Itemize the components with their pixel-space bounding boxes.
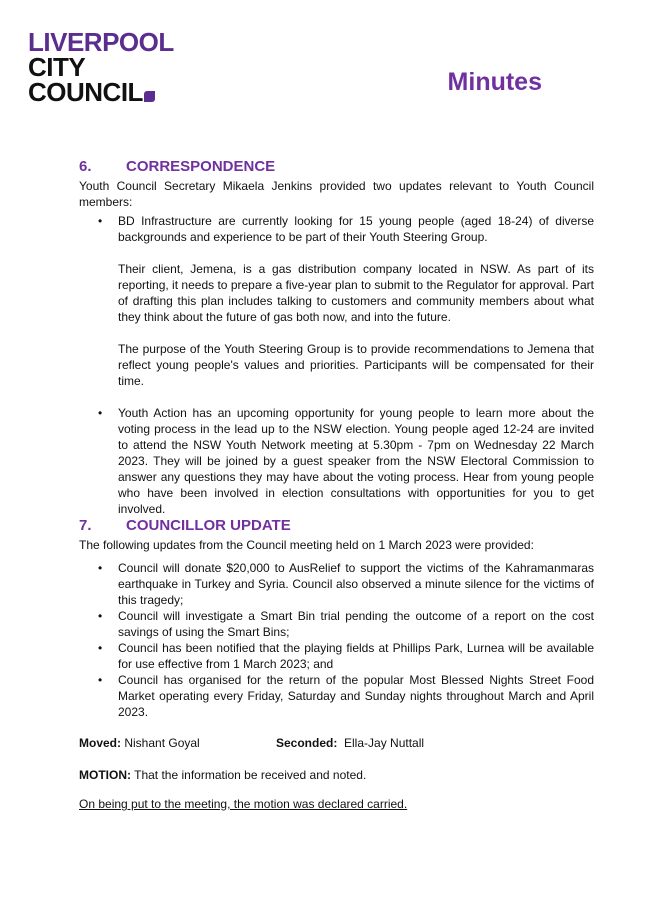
list-item-text: BD Infrastructure are currently looking for 15 young people (aged 18-24) of diverse backgrounds and experience to be part of their Youth Steering Group. bbox=[118, 214, 594, 244]
section-correspondence bbox=[79, 158, 594, 517]
list-item bbox=[79, 560, 594, 608]
section-heading bbox=[79, 517, 594, 535]
bullet-icon: • bbox=[98, 561, 103, 575]
section-heading bbox=[79, 158, 594, 176]
list-item-text: Council has been notified that the playing fields at Phillips Park, Lurnea will be available for use effective from 1 March 2023; and bbox=[118, 641, 594, 671]
logo-line-3 bbox=[28, 77, 174, 107]
logo-line-2: CITY bbox=[28, 52, 86, 82]
council-logo bbox=[28, 27, 174, 107]
seconded-line bbox=[276, 736, 424, 750]
bullet-icon: • bbox=[98, 609, 103, 623]
bullet-icon: • bbox=[98, 641, 103, 655]
list-item bbox=[79, 405, 594, 517]
motion-label: MOTION: bbox=[79, 768, 131, 782]
list-item-text: Council will investigate a Smart Bin trial pending the outcome of a report on the cost savings of using the Smart Bins; bbox=[118, 609, 594, 639]
paragraph: Their client, Jemena, is a gas distribution company located in NSW. As part of its reporting, it needs to prepare a five-year plan to submit to the Regulator for approval. Part of drafting this plan includes talking to customers and community members about what they think about the future of gas both now, and into the future. bbox=[118, 262, 594, 324]
logo-mark-icon bbox=[144, 91, 155, 102]
list-item bbox=[79, 608, 594, 640]
motion-line bbox=[79, 768, 366, 782]
section-intro: The following updates from the Council meeting held on 1 March 2023 were provided: bbox=[79, 538, 534, 552]
paragraph: The purpose of the Youth Steering Group is to provide recommendations to Jemena that reflect young people's values and priorities. Participants will be compensated for their time. bbox=[118, 342, 594, 388]
seconded-label: Seconded: bbox=[276, 736, 338, 750]
section-councillor-update bbox=[79, 517, 594, 720]
motion-result: On being put to the meeting, the motion was declared carried. bbox=[79, 797, 408, 811]
list-item bbox=[79, 213, 594, 245]
section-title: CORRESPONDENCE bbox=[126, 158, 276, 175]
bullet-list bbox=[79, 405, 594, 517]
bullet-list bbox=[79, 213, 594, 245]
list-item-text: Council will donate $20,000 to AusRelief to support the victims of the Kahramanmaras earthquake in Turkey and Syria. Council also observed a minute silence for the victims of this tragedy; bbox=[118, 561, 594, 607]
moved-label: Moved: bbox=[79, 736, 121, 750]
motion-text: That the information be received and noted. bbox=[134, 768, 367, 782]
section-number: 7. bbox=[79, 517, 92, 534]
moved-value: Nishant Goyal bbox=[124, 736, 200, 750]
seconded-value: Ella-Jay Nuttall bbox=[344, 736, 425, 750]
list-item bbox=[79, 672, 594, 720]
section-title: COUNCILLOR UPDATE bbox=[126, 517, 291, 534]
bullet-icon: • bbox=[98, 214, 103, 228]
moved-line bbox=[79, 736, 200, 750]
list-item-text: Council has organised for the return of the popular Most Blessed Nights Street Food Market operating every Friday, Saturday and Sunday nights throughout March and April 2023. bbox=[118, 673, 594, 719]
bullet-icon: • bbox=[98, 406, 103, 420]
bullet-icon: • bbox=[98, 673, 103, 687]
bullet-list bbox=[79, 560, 594, 720]
logo-line-1: LIVERPOOL bbox=[28, 27, 174, 57]
list-item bbox=[79, 640, 594, 672]
logo-line-3-text: COUNCIL bbox=[28, 77, 143, 107]
section-number: 6. bbox=[79, 158, 92, 175]
list-item-text: Youth Action has an upcoming opportunity for young people to learn more about the voting process in the lead up to the NSW election. Young people aged 12-24 are invited to attend the NSW Youth Network meeting at 5.30pm - 7pm on Wednesday 22 March 2023. They will be joined by a guest speaker from the NSW Electoral Commission to answer any questions they may have about the voting process. Hear from young people who have been involved in election consultations with opportunities for you to get involved. bbox=[118, 406, 594, 516]
page-title: Minutes bbox=[447, 68, 542, 96]
section-intro: Youth Council Secretary Mikaela Jenkins provided two updates relevant to Youth Council members: bbox=[79, 179, 594, 209]
